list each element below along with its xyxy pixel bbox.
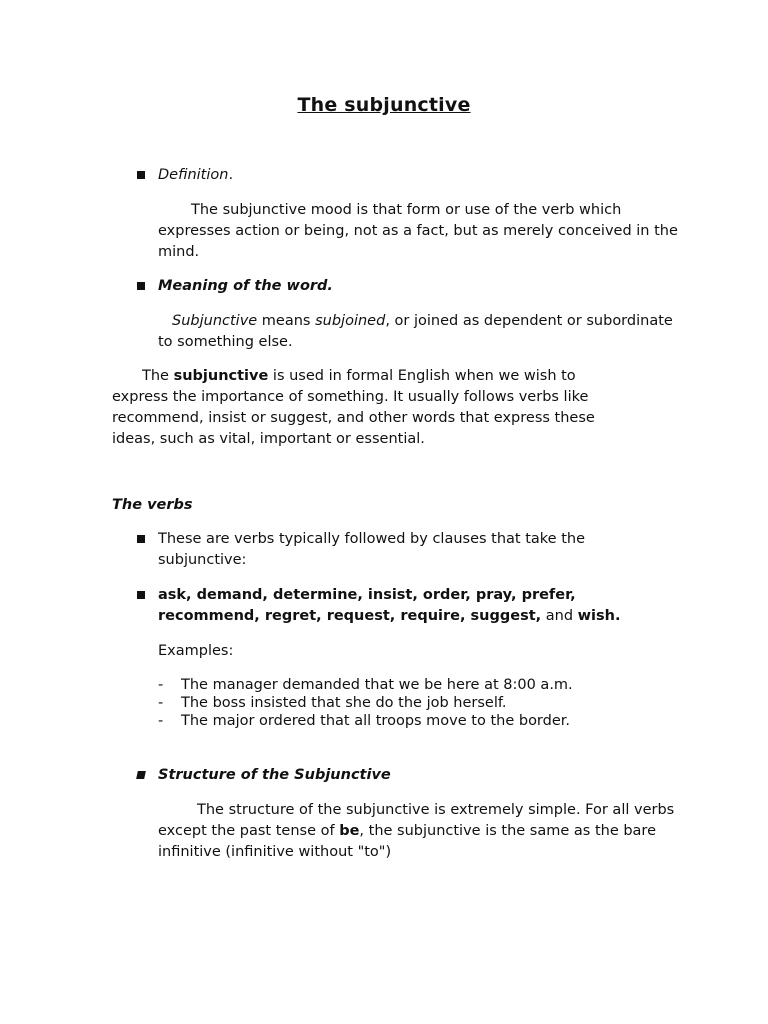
definition-paragraph (158, 200, 678, 263)
examples-list (158, 676, 678, 730)
structure-pre: The structure of the subjunctive is extremely simple. For all verbs except the past tense of (158, 802, 675, 839)
example-text: The manager demanded that we be here at 8:00 a.m. (181, 677, 573, 693)
main-bold: subjunctive (173, 368, 269, 384)
structure-heading: Structure of the Subjunctive (158, 767, 391, 783)
definition-heading (158, 165, 233, 186)
example-item (158, 694, 678, 712)
bullet-square-icon (136, 771, 146, 779)
definition-heading-text: Definition (158, 167, 229, 183)
example-item (158, 712, 678, 730)
bullet-square-icon (137, 171, 145, 179)
meaning-heading: Meaning of the word. (158, 278, 333, 294)
meaning-rest: , or joined as dependent or subordinate to something else. (158, 313, 673, 350)
bullet-square-icon (137, 282, 145, 290)
example-text: The boss insisted that she do the job herself. (181, 695, 507, 711)
verbs-and: and (541, 608, 578, 624)
definition-heading-suffix: . (228, 167, 234, 183)
page-title: The subjunctive (297, 94, 471, 116)
main-post: is used in formal English when we wish to express the importance of something. It usually follows verbs like recommend, insist or suggest, and other words that express these ideas, such as vital, important or essential. (112, 368, 595, 447)
dash-marker: - (158, 695, 164, 711)
verbs-list: ask, demand, determine, insist, order, pray, prefer, recommend, regret, request, require, suggest, (158, 587, 576, 624)
example-item (158, 676, 678, 694)
structure-paragraph (158, 800, 678, 863)
meaning-term: Subjunctive (172, 313, 258, 329)
verbs-bullet-2 (158, 585, 678, 627)
verbs-last: wish. (577, 608, 621, 624)
structure-bold: be (339, 823, 360, 839)
dash-marker: - (158, 677, 164, 693)
main-pre: The (142, 368, 174, 384)
verbs-bullet-1: These are verbs typically followed by clauses that take the subjunctive: (158, 531, 585, 568)
dash-marker: - (158, 713, 164, 729)
structure-post: , the subjunctive is the same as the bare infinitive (infinitive without "to") (158, 823, 656, 860)
meaning-paragraph (158, 311, 678, 353)
meaning-means: means (257, 313, 316, 329)
bullet-square-icon (137, 591, 145, 599)
meaning-subjoined: subjoined (315, 313, 386, 329)
bullet-square-icon (137, 535, 145, 543)
verbs-heading: The verbs (112, 497, 193, 513)
examples-label: Examples: (158, 643, 234, 659)
example-text: The major ordered that all troops move to the border. (181, 713, 571, 729)
main-paragraph (112, 366, 632, 450)
definition-text: The subjunctive mood is that form or use of the verb which expresses action or being, not as a fact, but as merely conceived in the mind. (158, 202, 678, 260)
